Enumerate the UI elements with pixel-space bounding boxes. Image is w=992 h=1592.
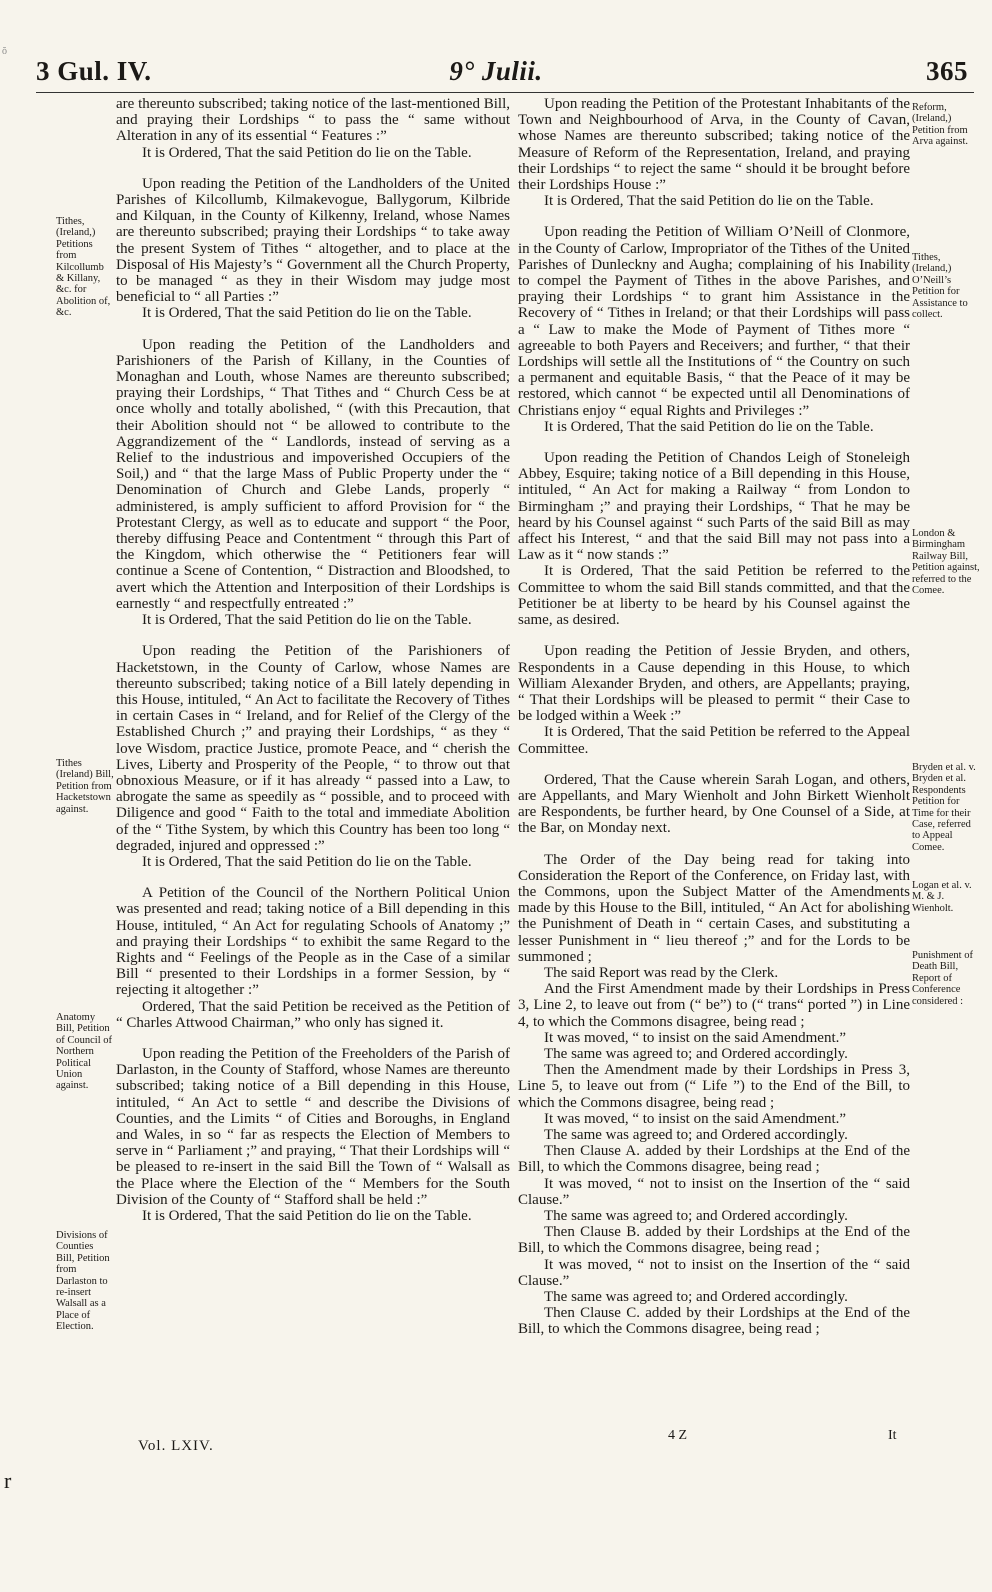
paragraph: Then Clause A. added by their Lordships at the End of the Bill, to which the Commons disagree, being read ;	[518, 1143, 910, 1176]
paragraph: Upon reading the Petition of the Parishioners of Hacketstown, in the County of Carlow, whose Names are thereunto subscribed; taking notice of a Bill lately depending in this House, intituled, “ An Act to facilitate the Recovery of Tithes in certain Cases in “ Ireland, and for Relief of the Clergy of the Established Church ;” and praying their Lordships, “ as they “ love Wisdom, practice Justice, promote Peace, and “ cherish the Lives, Liberty and Prosperity of the People, “ to throw out that obnoxious Measure, or if it has already “ passed into a Law, to abrogate the same as speedily as “ possible, and to proceed with Diligence and good “ Faith to the total and immediate Abolition of the “ Tithe System, by which this Country has been too long “ degraded, injured and oppressed :”	[116, 643, 510, 854]
edge-mark: r	[4, 1468, 12, 1493]
margin-note-right: London & Birmingham Railway Bill, Petition against, referred to the Comee.	[912, 528, 980, 597]
signature-mark: 4 Z	[668, 1428, 688, 1443]
margin-note-left: Tithes, (Ireland,) Petitions from Kilcollumb & Killany, &c. for Abolition of, &c.	[56, 216, 111, 319]
entry-left-3	[116, 643, 510, 870]
entry-right-1	[518, 224, 910, 435]
margin-note-left: Anatomy Bill, Petition of Council of Northern Political Union against.	[56, 1012, 112, 1092]
right-column	[518, 96, 910, 1353]
paragraph: The same was agreed to; and Ordered accordingly.	[544, 1045, 848, 1062]
order-line: It is Ordered, That the said Petition do lie on the Table.	[142, 144, 472, 161]
entry-left-1	[116, 176, 510, 322]
margin-note-left: Tithes (Ireland) Bill, Petition from Hacketstown against.	[56, 758, 114, 815]
paragraph: The said Report was read by the Clerk.	[544, 964, 779, 981]
paragraph: Upon reading the Petition of William O’Neill of Clonmore, in the County of Carlow, Impropriator of the Tithes of the United Parishes of Dunleckny and Augha; complaining of his Inability to compel the Payment of Tithes in the above Parishes, and praying their Lordships “ to grant him Assistance in the Recovery of “ Tithes in Ireland; or that their Lordships will pass a “ Law to make the Mode of Payment of Tithes more “ agreeable to both Payers and Receivers; and further, “ that their Lordships will settle all the Institutions of “ the Country on such a permanent and equitable Basis, “ that the Peace of it may be restored, which cannot “ be expected until all Denominations of Christians enjoy “ equal Rights and Privileges :”	[518, 224, 910, 419]
paragraph: The same was agreed to; and Ordered accordingly.	[544, 1126, 848, 1143]
paragraph: It was moved, “ not to insist on the Insertion of the “ said Clause.”	[518, 1175, 910, 1208]
paragraph: Upon reading the Petition of the Landholders of the United Parishes of Kilcollumb, Kilmakevogue, Ballygorum, Kilbride and Kilquan, in the County of Kilkenny, Ireland, whose Names are thereunto subscribed; praying their Lordships “ to take away the present System of Tithes “ altogether, and to place at the Disposal of His Majesty’s “ Government all the Church Property, to be managed “ as they in their Wisdom may judge most beneficial to “ all Parties :”	[116, 175, 510, 306]
running-head-date: 9° Julii.	[449, 56, 543, 86]
margin-note-right: Logan et al. v. M. & J. Wienholt.	[912, 880, 972, 914]
paragraph: It was moved, “ not to insist on the Insertion of the “ said Clause.”	[518, 1256, 910, 1289]
header-rule	[36, 92, 974, 93]
edge-mark: ŏ	[2, 46, 7, 57]
entry-right-2	[518, 450, 910, 628]
paragraph: Ordered, That the Cause wherein Sarah Logan, and others, are Appellants, and Mary Wienholt and John Birkett Wienholt are Respondents, be further heard, by One Counsel of a Side, at the Bar, on Monday next.	[518, 771, 910, 837]
entry-right-3	[518, 643, 910, 756]
order-line: It is Ordered, That the said Petition do lie on the Table.	[142, 612, 472, 629]
order-line: It is Ordered, That the said Petition do lie on the Table.	[142, 1208, 472, 1224]
paragraph: The same was agreed to; and Ordered accordingly.	[544, 1208, 848, 1224]
entry-left-2	[116, 337, 510, 629]
left-column	[116, 96, 510, 1239]
paragraph: It was moved, “ to insist on the said Amendment.”	[544, 1110, 847, 1127]
paragraph: The Order of the Day being read for taking into Consideration the Report of the Conference, on Friday last, with the Commons, upon the Subject Matter of the Amendments made by this House to the Bill, intituled, “ An Act for abolishing the Punishment of Death in “ certain Cases, and substituting a lesser Punishment in “ lieu thereof ;” and for the Lords to be summoned ;	[518, 851, 910, 965]
order-line: It is Ordered, That the said Petition do lie on the Table.	[142, 853, 472, 870]
order-line: It is Ordered, That the said Petition do lie on the Table.	[544, 418, 874, 435]
order-line: It is Ordered, That the said Petition be referred to the Appeal Committee.	[518, 724, 910, 757]
order-line: It is Ordered, That the said Petition do lie on the Table.	[544, 193, 874, 210]
paragraph: It was moved, “ to insist on the said Amendment.”	[544, 1029, 847, 1046]
entry-right-4	[518, 772, 910, 837]
paragraph: Then Clause C. added by their Lordships at the End of the Bill, to which the Commons disagree, being read ;	[518, 1305, 910, 1338]
margin-note-right: Tithes, (Ireland,) O’Neill’s Petition for Assistance to collect.	[912, 252, 968, 321]
entry-right-0	[518, 96, 910, 209]
order-line: It is Ordered, That the said Petition be referred to the Committee to whom the said Bill stands committed, and that the Petitioner be at liberty to be heard by his Counsel against the same, as desired.	[518, 563, 910, 629]
paragraph: Upon reading the Petition of the Landholders and Parishioners of the Parish of Killany, in the Counties of Monaghan and Louth, whose Names are thereunto subscribed; praying their Lordships, “ That Tithes and “ Church Cess be at once wholly and totally abolished, “ (with this Precaution, that their Abolition should not “ be allowed to contribute to the Aggrandizement of the “ Landlords, instead of serving as a Relief to the industrious and impoverished Occupiers of the Soil,) and “ that the large Mass of Public Property under the “ Denomination of Church and Glebe Lands, properly “ administered, is amply sufficient to afford Provision for “ the Protestant Clergy, as well as to educate and support “ the Poor, thereby diffusing Peace and Contentment “ through this Part of the Kingdom, which otherwise the “ Petitioners fear will continue a Scene of Contention, “ Distraction and Bloodshed, to avert which the Attention and Interposition of their Lordships is earnestly “ and respectfully entreated :”	[116, 336, 510, 612]
order-line: Ordered, That the said Petition be received as the Petition of “ Charles Attwood Chairman,” who only has signed it.	[116, 998, 510, 1031]
entry-right-5	[518, 852, 910, 1338]
paragraph: Upon reading the Petition of Chandos Leigh of Stoneleigh Abbey, Esquire; taking notice of a Bill depending in this House, intituled, “ An Act for making a Railway “ from London to Birmingham ;” and praying their Lordships, “ That he may be heard by his Counsel against “ such Parts of the said Bill as may affect his Interest, “ and that the said Bill may not pass into a Law as it “ now stands :”	[518, 450, 910, 564]
page-number: 365	[926, 56, 968, 86]
paragraph: Upon reading the Petition of the Protestant Inhabitants of the Town and Neighbourhood of Arva, in the County of Cavan, whose Names are thereunto subscribed; taking notice of the Measure of Reform of the Representation, Ireland, and praying their Lordships “ to reject the same “ should it be brought before their Lordships House :”	[518, 96, 910, 194]
catchword: It	[888, 1428, 897, 1443]
margin-note-right: Reform, (Ireland,) Petition from Arva against.	[912, 102, 968, 148]
paragraph: are thereunto subscribed; taking notice of the last-mentioned Bill, and praying their Lordships “ to pass the “ same without Alteration in any of its essential “ Features :”	[116, 96, 510, 145]
paragraph: And the First Amendment made by their Lordships in Press 3, Line 2, to leave out from (“ be”) to (“ trans“ ported ”) in Line 4, to which the Commons disagree, being read ;	[518, 981, 910, 1030]
entry-left-5	[116, 1046, 510, 1224]
margin-note-left: Divisions of Counties Bill, Petition from Darlaston to re-insert Walsall as a Place of Election.	[56, 1230, 110, 1333]
entry-left-0	[116, 96, 510, 161]
paragraph: The same was agreed to; and Ordered accordingly.	[544, 1289, 848, 1306]
paragraph: A Petition of the Council of the Northern Political Union was presented and read; taking notice of a Bill depending in this House, intituled, “ An Act for regulating Schools of Anatomy ;” and praying their Lordships “ to exhibit the same Regard to the Rights and “ Feelings of the People as in the Case of a similar Bill “ presented to their Lordships in a former Session, by “ rejecting it altogether :”	[116, 885, 510, 999]
running-head-left: 3 Gul. IV.	[36, 56, 152, 86]
order-line: It is Ordered, That the said Petition do lie on the Table.	[142, 305, 472, 322]
margin-note-right: Punishment of Death Bill, Report of Conference considered :	[912, 950, 973, 1007]
paragraph: Upon reading the Petition of the Freeholders of the Parish of Darlaston, in the County of Stafford, whose Names are thereunto subscribed; taking notice of a Bill depending in this House, intituled, “ An Act to settle “ and describe the Divisions of Counties, and the Limits “ of Cities and Boroughs, in England and Wales, in so “ far as respects the Election of Members to serve in “ Parliament ;” and praying, “ That their Lordships will “ be pleased to re-insert in the said Bill the Town of “ Walsall as the Place where the Election of the “ Members for the South Division of the County of “ Stafford shall be held :”	[116, 1045, 510, 1208]
margin-note-right: Bryden et al. v. Bryden et al. Respondents Petition for Time for their Case, referred to Appeal Comee.	[912, 762, 976, 853]
paragraph: Then the Amendment made by their Lordships in Press 3, Line 5, to leave out from (“ Life ”) to the End of the Bill, to which the Commons disagree, being read ;	[518, 1062, 910, 1111]
entry-left-4	[116, 885, 510, 1031]
paragraph: Then Clause B. added by their Lordships at the End of the Bill, to which the Commons disagree, being read ;	[518, 1224, 910, 1257]
paragraph: Upon reading the Petition of Jessie Bryden, and others, Respondents in a Cause depending in this House, to which William Alexander Bryden, and others, are Appellants; praying, “ That their Lordships will be pleased to permit “ their Case to be lodged within a Week :”	[518, 643, 910, 725]
volume-number: Vol. LXIV.	[138, 1438, 214, 1454]
